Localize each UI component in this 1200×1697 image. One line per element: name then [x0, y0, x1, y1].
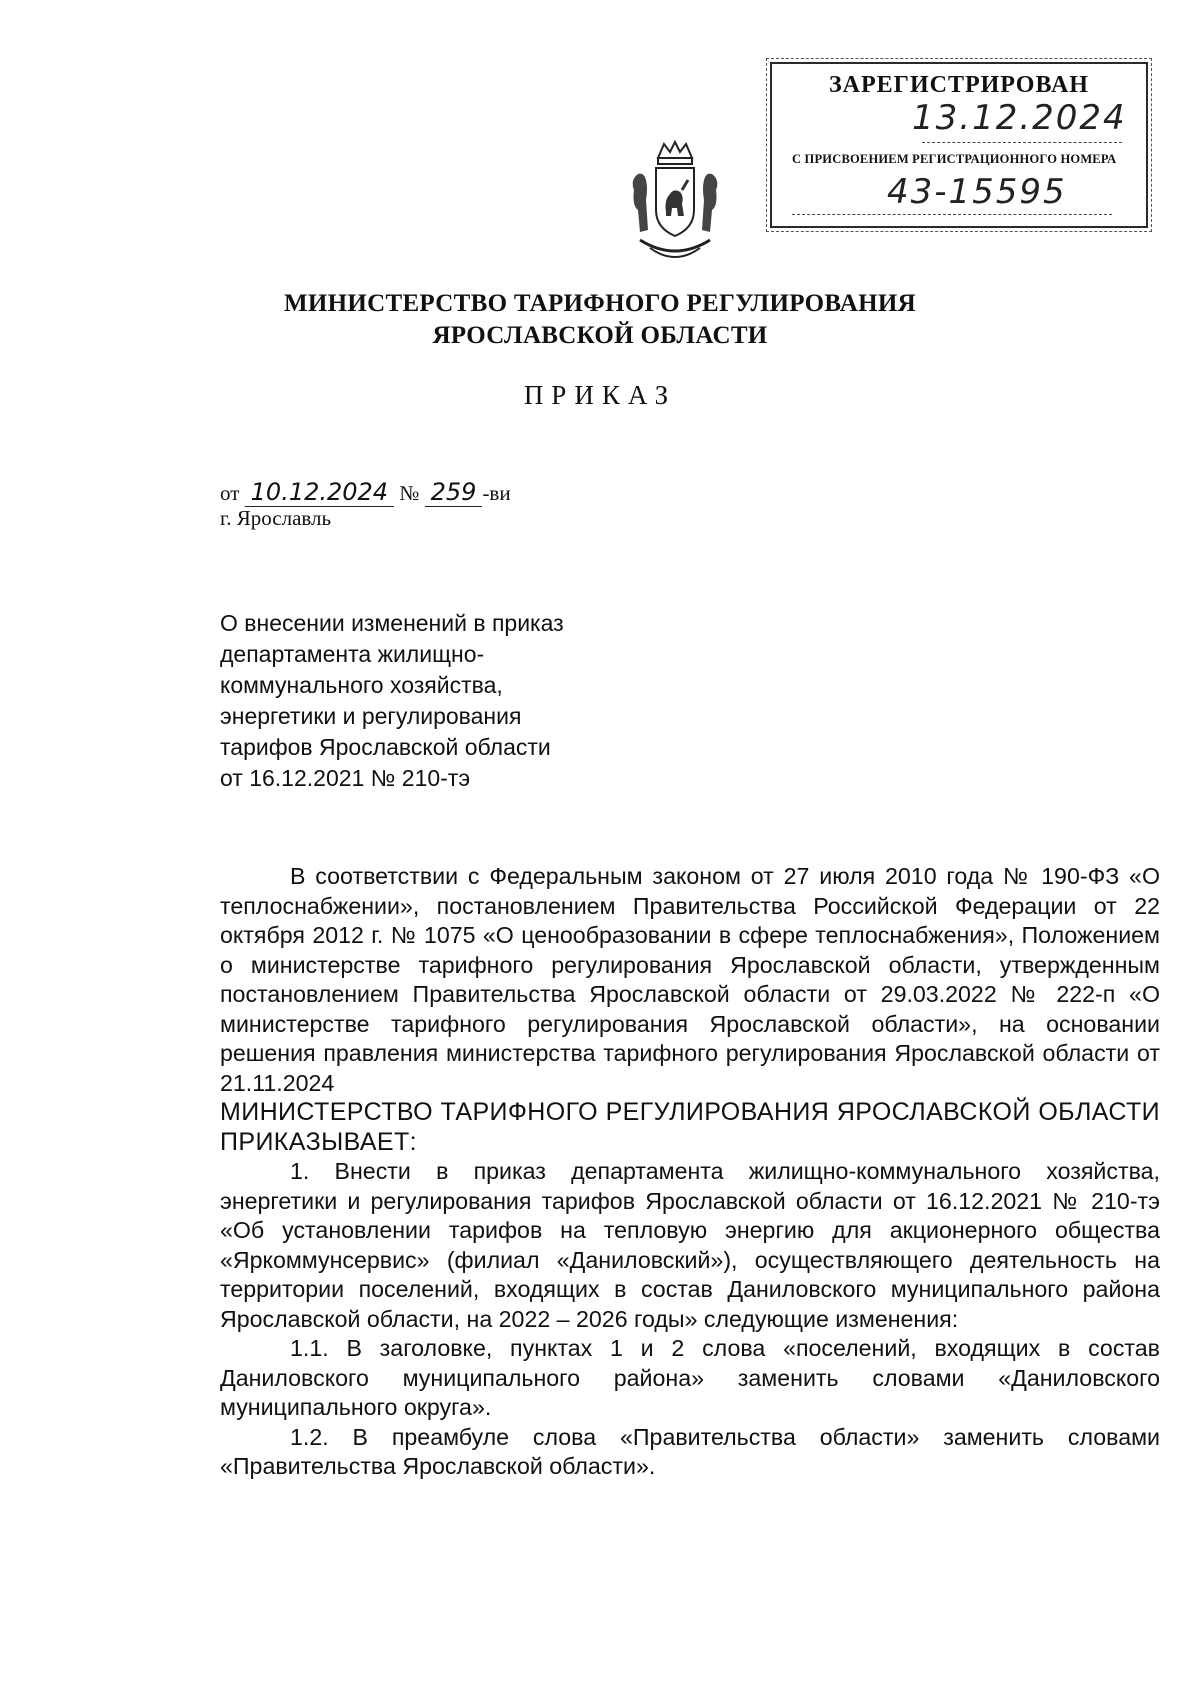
- order-from-label: от: [220, 481, 240, 505]
- subject-line: тарифов Ярославской области: [220, 734, 551, 760]
- stamp-title: ЗАРЕГИСТРИРОВАН: [829, 72, 1089, 98]
- order-date: 10.12.2024: [245, 478, 394, 507]
- subject-line: энергетики и регулирования: [220, 703, 522, 729]
- order-number: 259: [425, 478, 483, 507]
- yaroslavl-coat-of-arms-icon: [620, 140, 730, 270]
- preamble-paragraph: В соответствии с Федеральным законом от 27 июля 2010 года № 190-ФЗ «О теплоснабжении», постановлением Правительства Российской Федерации от 22 октября 2012 г. № 1075 «О ценообразовании в сфере теплоснабжения», Положением о министерстве тарифного регулирования Ярославской области, утвержденным постановлением Правительства Ярославской области от 29.03.2022 № 222-п «О министерстве тарифного регулирования Ярославской области», на основании решения правления министерства тарифного регулирования Ярославской области от 21.11.2024: [220, 863, 1160, 1096]
- item-1-2-paragraph: 1.2. В преамбуле слова «Правительства области» заменить словами «Правительства Ярославской области».: [220, 1423, 1160, 1479]
- ministry-name-line1: МИНИСТЕРСТВО ТАРИФНОГО РЕГУЛИРОВАНИЯ: [283, 290, 916, 317]
- item-1-paragraph: 1. Внести в приказ департамента жилищно-коммунального хозяйства, энергетики и регулирования тарифов Ярославской области от 16.12.2021 № 210-тэ «Об установлении тарифов на тепловую энергию для акционерного общества «Яркоммунсервис» (филиал «Даниловский»), осуществляющего деятельность на территории поселений, входящих в состав Даниловского муниципального района Ярославской области, на 2022 – 2026 годы» следующие изменения:: [220, 1158, 1160, 1332]
- stamp-date-underline: [922, 142, 1122, 143]
- order-subject: [220, 608, 620, 794]
- stamp-number-underline: [792, 214, 1112, 215]
- document-type-title: ПРИКАЗ: [523, 380, 677, 410]
- stamp-caption: С ПРИСВОЕНИЕМ РЕГИСТРАЦИОННОГО НОМЕРА: [792, 152, 1117, 166]
- decree-statement: МИНИСТЕРСТВО ТАРИФНОГО РЕГУЛИРОВАНИЯ ЯРОСЛАВСКОЙ ОБЛАСТИ ПРИКАЗЫВАЕТ:: [220, 1098, 1160, 1156]
- subject-line: коммунального хозяйства,: [220, 672, 503, 698]
- order-city: г. Ярославль: [220, 506, 332, 530]
- stamp-registration-number: 43-15595: [887, 172, 1067, 212]
- item-1-1-paragraph: 1.1. В заголовке, пунктах 1 и 2 слова «поселений, входящих в состав Даниловского муниципального района» заменить словами «Даниловского муниципального округа».: [220, 1335, 1160, 1420]
- order-number-suffix: -ви: [482, 481, 511, 505]
- registration-stamp: [770, 62, 1148, 228]
- order-number-label: №: [399, 481, 420, 505]
- subject-line: О внесении изменений в приказ: [220, 610, 564, 636]
- ministry-name-line2: ЯРОСЛАВСКОЙ ОБЛАСТИ: [432, 322, 768, 349]
- order-body: [220, 862, 1160, 1482]
- order-date-number-line: [220, 478, 511, 506]
- subject-line: департамента жилищно-: [220, 641, 485, 667]
- stamp-registration-date: 13.12.2024: [912, 98, 1127, 138]
- subject-line: от 16.12.2021 № 210-тэ: [220, 765, 471, 791]
